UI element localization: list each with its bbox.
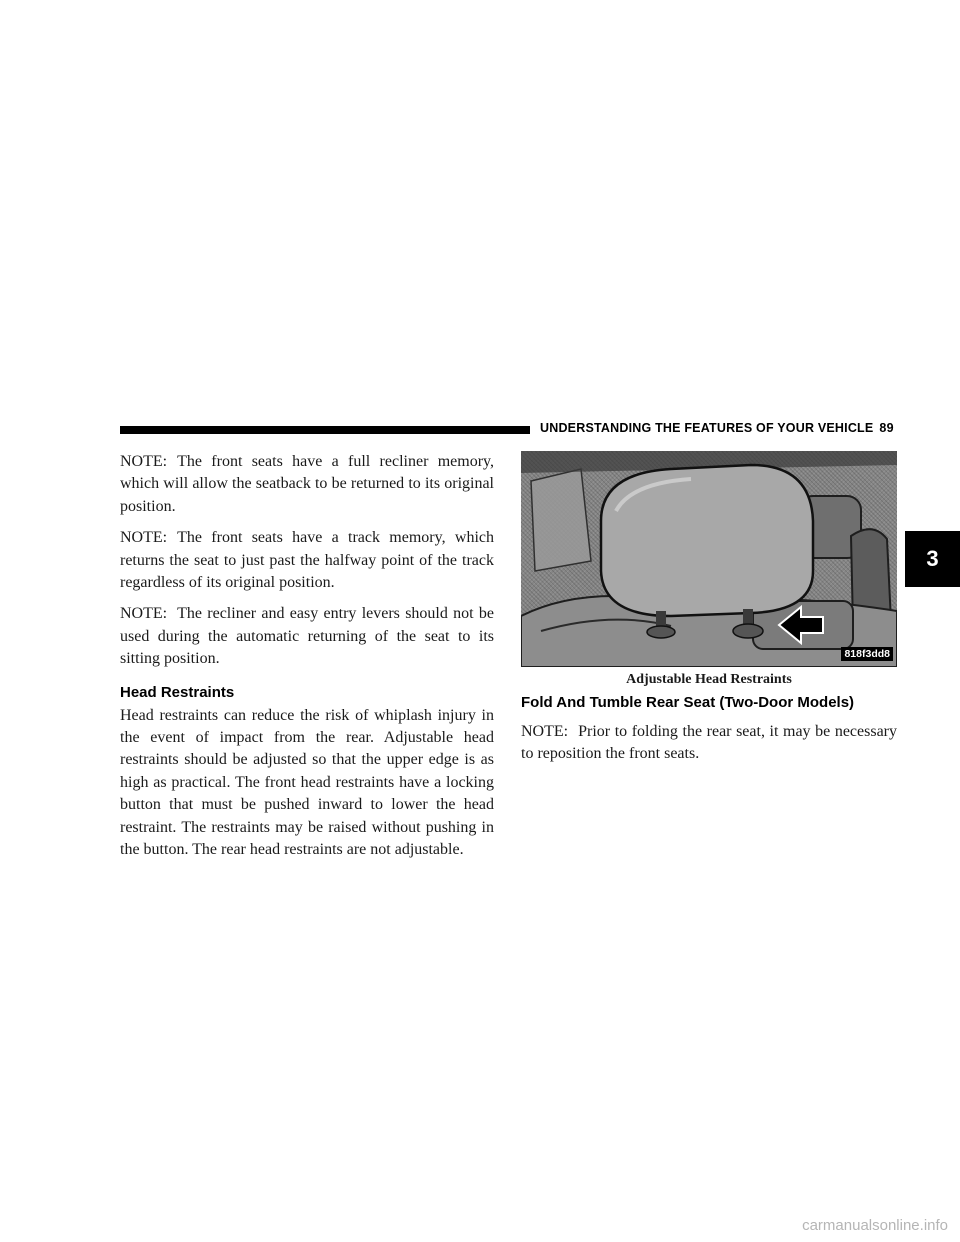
chapter-tab: 3 [905, 531, 960, 587]
header-rule [120, 426, 530, 434]
note-recliner-memory [120, 451, 494, 518]
note-text: The recliner and easy entry levers should not be used during the automatic returning of the seat to its sitting position. [120, 605, 494, 668]
note-text: Prior to folding the rear seat, it may be necessary to reposition the front seats. [521, 723, 897, 763]
page-number: 89 [879, 421, 894, 435]
note-label: NOTE: [120, 453, 168, 470]
head-restraints-body: Head restraints can reduce the risk of whiplash injury in the event of impact from the rear. Adjustable head restraints should be adjusted so that the upper edge is as high as practical. The front head restraints have a locking button that must be pushed inward to lower the head restraint. The restraints may be raised without pushing in the button. The rear head restraints are not adjustable. [120, 706, 494, 859]
running-header [540, 421, 894, 435]
left-column [120, 451, 494, 871]
note-label: NOTE: [521, 723, 569, 740]
watermark: carmanualsonline.info [802, 1217, 948, 1234]
note-label: NOTE: [120, 529, 168, 547]
figure-code: 818f3dd8 [841, 647, 893, 661]
note-label: NOTE: [120, 605, 168, 623]
heading-fold-and-tumble: Fold And Tumble Rear Seat (Two-Door Models) [521, 694, 855, 711]
note-levers [120, 603, 494, 670]
head-restraints-figure [521, 451, 897, 667]
running-header-title: UNDERSTANDING THE FEATURES OF YOUR VEHICLE [540, 421, 874, 435]
note-text: The front seats have a track memory, which returns the seat to just past the halfway point of the track regardless of its original position. [120, 529, 494, 592]
head-restraint-illustration [521, 451, 897, 667]
right-column [521, 451, 897, 775]
heading-head-restraints: Head Restraints [120, 683, 235, 701]
note-track-memory [120, 527, 494, 594]
figure-caption: Adjustable Head Restraints [626, 672, 792, 687]
note-fold-rear-seat [521, 721, 897, 766]
note-text: The front seats have a full recliner memory, which will allow the seatback to be returned to its original position. [120, 453, 494, 515]
